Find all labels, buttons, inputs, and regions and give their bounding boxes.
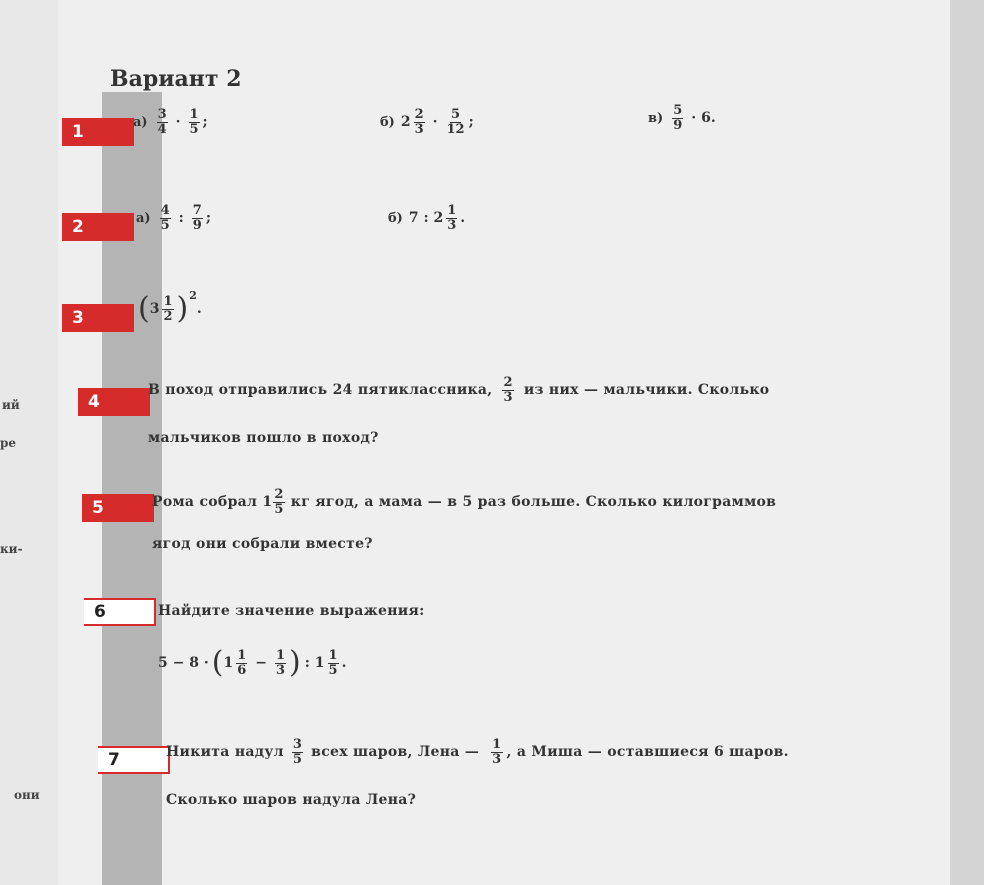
item-label: а) [133,114,148,130]
task-1a: а) $\frac{3}{4}$ · $\frac{1}{5}$ ; [133,107,208,137]
page-title: Вариант 2 [110,66,242,92]
fraction: $\frac{2}{5}$ [274,487,284,517]
fraction: $\frac{5}{9}$ [673,103,683,133]
fraction: $\frac{7}{9}$ [192,203,202,233]
fraction: $\frac{1}{3}$ [275,647,286,678]
left-page-edge [0,0,58,885]
fraction: $\frac{3}{4}$ [157,107,167,137]
fraction: $\frac{1}{2}$ [163,293,173,324]
left-page-text: ий [2,398,20,412]
fraction: $\frac{1}{3}$ [447,203,457,233]
fraction: $\frac{2}{3}$ [414,107,424,137]
task-2b: б) 7 : 2 $\frac{1}{3}$ . [388,203,466,233]
task-7-line-2: Сколько шаров надула Лена? [166,792,417,808]
task-1b: б) 2 $\frac{2}{3}$ · $\frac{5}{12}$ ; [380,107,474,137]
fraction: $\frac{4}{5}$ [160,203,170,233]
left-page-text: они [14,788,40,802]
task-4-line-1: В поход отправились 24 пятиклассника, $\frac{2}{3}$ из них — мальчики. Сколько [148,375,770,405]
task-1c: в) $\frac{5}{9}$ · 6. [648,103,716,133]
task-6-line-1: Найдите значение выражения: [158,603,425,619]
fraction: $\frac{1}{3}$ [492,737,502,767]
item-label: б) [380,114,395,130]
task-number-3: 3 [62,304,134,332]
task-5-line-2: ягод они собрали вместе? [152,536,373,552]
item-label: а) [136,210,151,226]
fraction: $\frac{1}{5}$ [328,647,338,678]
task-number-6: 6 [84,598,156,626]
task-number-7: 7 [98,746,170,774]
fraction: $\frac{2}{3}$ [503,375,513,405]
fraction: $\frac{3}{5}$ [292,737,303,767]
task-6-expression: 5 − 8 · ( 1 $\frac{1}{6}$ − $\frac{1}{3}$ ) : 1 $\frac{1}{5}$ . [158,645,347,680]
item-label: б) [388,210,403,226]
task-number-5: 5 [82,494,154,522]
left-page-text: ки- [0,542,23,556]
worksheet-page [58,0,950,885]
fraction: $\frac{1}{6}$ [237,647,247,678]
task-7-line-1: Никита надул $\frac{3}{5}$ всех шаров, Лена — $\frac{1}{3}$ , а Миша — оставшиеся 6 шаров. [166,737,789,767]
task-number-2: 2 [62,213,134,241]
fraction: $\frac{1}{5}$ [189,107,199,137]
task-3: ( 3 $\frac{1}{2}$ ) 2 . [138,288,202,326]
left-page-text: ре [0,436,17,450]
task-2a: а) $\frac{4}{5}$ : $\frac{7}{9}$ ; [136,203,212,233]
fraction: $\frac{5}{12}$ [446,107,465,137]
task-number-1: 1 [62,118,134,146]
task-5-line-1: Рома собрал 1 $\frac{2}{5}$ кг ягод, а мама — в 5 раз больше. Сколько килограммов [152,487,777,517]
task-number-4: 4 [78,388,150,416]
item-label: в) [648,110,664,126]
right-page-edge [950,0,984,885]
task-4-line-2: мальчиков пошло в поход? [148,430,379,446]
